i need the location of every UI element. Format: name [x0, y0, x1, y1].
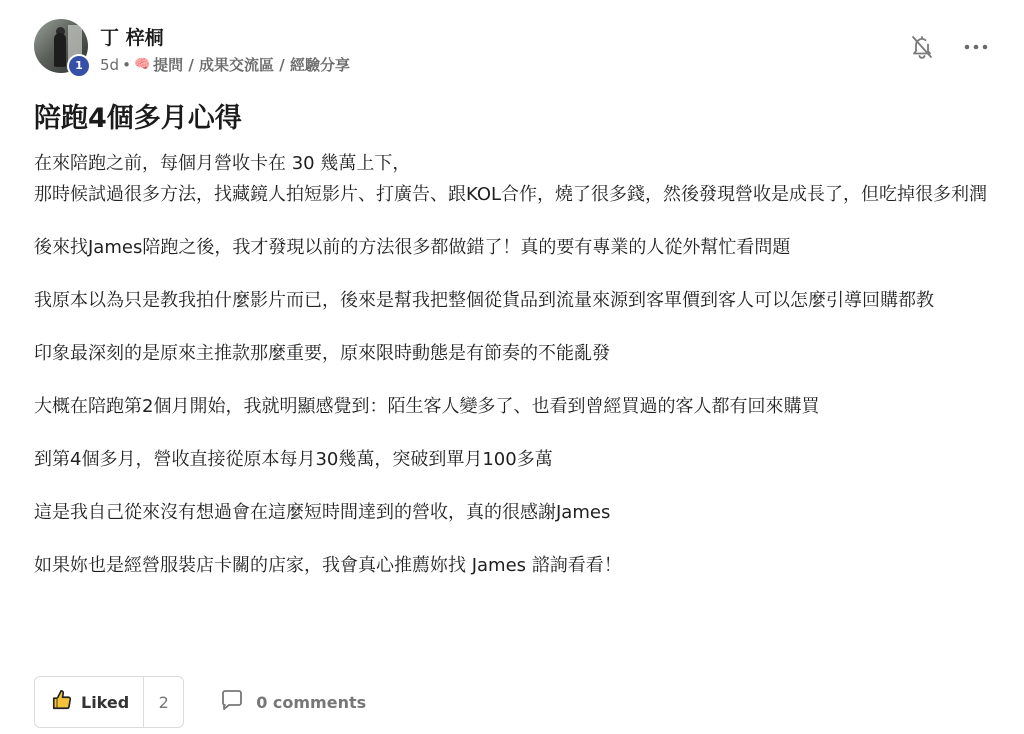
like-label: Liked — [81, 692, 130, 712]
post-paragraph: 在來陪跑之前，每個月營收卡在 30 幾萬上下， 那時候試過很多方法，找藏鏡人拍短影片、打廣告、跟KOL合作，燒了很多錢，然後發現營收是成長了，但吃掉很多利潤 — [34, 153, 988, 205]
post-title: 陪跑4個多月心得 — [34, 103, 242, 134]
post-paragraph: 如果妳也是經營服裝店卡關的店家，我會真心推薦妳找 James 諮詢看看！ — [34, 555, 622, 576]
post-actions — [908, 33, 990, 61]
post-paragraph: 後來找James陪跑之後，我才發現以前的方法很多都做錯了！真的要有專業的人從外幫忙看問題 — [34, 237, 791, 258]
comments-button[interactable] — [220, 689, 366, 715]
thumbs-up-icon — [51, 689, 73, 715]
post-paragraph: 印象最深刻的是原來主推款那麼重要，原來限時動態是有節奏的不能亂發 — [34, 343, 610, 364]
like-count[interactable]: 2 — [143, 677, 183, 727]
post-body — [34, 148, 994, 603]
post-meta — [100, 54, 350, 75]
comments-label: 0 comments — [256, 692, 367, 712]
like-button[interactable] — [35, 677, 143, 727]
more-horizontal-icon[interactable] — [962, 33, 990, 61]
author-name[interactable]: 丁 梓桐 — [100, 27, 164, 49]
post-paragraph: 這是我自己從來沒有想過會在這麼短時間達到的營收，真的很感謝James — [34, 502, 611, 523]
post-paragraph: 大概在陪跑第2個月開始，我就明顯感覺到：陌生客人變多了、也看到曾經買過的客人都有回來購買 — [34, 396, 820, 417]
post-time: 5d — [100, 55, 120, 74]
comment-icon — [220, 689, 244, 715]
brain-icon: 🧠 — [133, 57, 151, 72]
like-control — [34, 676, 184, 728]
avatar-photo-figure — [54, 33, 66, 67]
post-header — [34, 19, 990, 79]
level-badge: 1 — [67, 54, 91, 78]
post-footer — [34, 676, 366, 728]
avatar-container[interactable] — [34, 19, 88, 73]
post-paragraph: 我原本以為只是教我拍什麼影片而已，後來是幫我把整個從貨品到流量來源到客單價到客人可以怎麼引導回購都教 — [34, 290, 934, 311]
meta-separator: • — [122, 55, 131, 74]
post-category[interactable]: 提問 / 成果交流區 / 經驗分享 — [153, 56, 350, 74]
bell-off-icon[interactable] — [908, 33, 936, 61]
post-paragraph: 到第4個多月，營收直接從原本每月30幾萬，突破到單月100多萬 — [34, 449, 553, 470]
